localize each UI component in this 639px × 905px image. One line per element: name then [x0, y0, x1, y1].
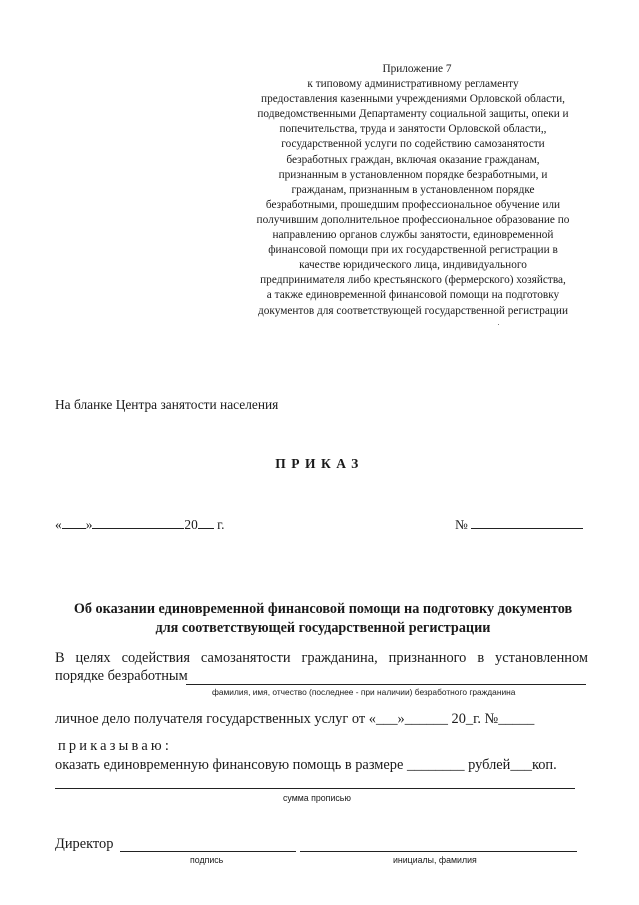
- number-sign: №: [455, 517, 468, 532]
- appendix-line: признанным в установленном порядке безработными, и: [278, 168, 548, 181]
- appendix-line: направлению органов службы занятости, единовременной: [272, 229, 554, 242]
- appendix-line: предоставления казенными учреждениями Орловской области,: [261, 93, 565, 106]
- appendix-head: Приложение 7: [382, 63, 452, 75]
- name-caption: инициалы, фамилия: [393, 855, 477, 865]
- subject-line: для соответствующей государственной регистрации: [155, 620, 491, 636]
- order-word: приказываю:: [58, 738, 173, 754]
- month-blank[interactable]: [92, 515, 184, 529]
- appendix-line: качестве юридического лица, индивидуального: [299, 259, 527, 272]
- appendix-line: документов для соответствующей государственной регистрации: [257, 304, 569, 317]
- appendix-line: безработными, прошедшим профессиональное обучение или: [265, 198, 561, 211]
- appendix-line: безработных граждан, включая оказание гражданам,: [286, 153, 540, 166]
- signature-blank[interactable]: [120, 851, 296, 852]
- appendix-line: гражданам, признанным в установленном порядке: [291, 183, 535, 196]
- appendix-line: получившим дополнительное профессиональное образование по: [256, 213, 570, 226]
- date-close-quote: »: [85, 517, 93, 532]
- letterhead-note: На бланке Центра занятости населения: [55, 397, 279, 412]
- appendix-line: финансовой помощи при их государственной регистрации в: [268, 244, 558, 257]
- appendix-block: [228, 62, 598, 319]
- order-subject: [40, 600, 606, 638]
- signature-caption: подпись: [190, 855, 224, 865]
- appendix-line: подведомственными Департаменту социальной защиты, опеки и: [257, 108, 569, 121]
- year-blank[interactable]: [198, 515, 214, 529]
- appendix-line: государственной услуги по содействию самозанятости: [281, 138, 545, 151]
- day-blank[interactable]: [62, 515, 86, 529]
- appendix-line: к типовому административному регламенту: [307, 78, 519, 91]
- year-suffix: г.: [217, 517, 225, 532]
- appendix-line: попечительства, труда и занятости Орловской области,,: [279, 123, 547, 136]
- subject-line: Об оказании единовременной финансовой помощи на подготовку документов: [73, 601, 573, 617]
- payment-line: оказать единовременную финансовую помощь в размере ________ рублей___коп.: [55, 757, 557, 773]
- appendix-line: а также единовременной финансовой помощи на подготовку: [266, 289, 560, 302]
- case-file-line: личное дело получателя государственных услуг от «___»______ 20_г. №_____: [55, 711, 535, 727]
- year-prefix: 20: [184, 517, 198, 532]
- fio-caption: фамилия, имя, отчество (последнее - при наличии) безработного гражданина: [212, 687, 516, 697]
- purpose-text-cont: порядке безработным: [55, 668, 188, 684]
- amount-in-words-blank[interactable]: [55, 788, 575, 789]
- number-blank[interactable]: [471, 515, 583, 529]
- purpose-text: В целях содействия самозанятости гражданина, признанного в установленном: [55, 650, 588, 666]
- scan-speck: [498, 324, 499, 325]
- appendix-line: предпринимателя либо крестьянского (фермерского) хозяйства,: [260, 274, 566, 287]
- director-label: Директор: [55, 836, 114, 852]
- order-date: [55, 515, 225, 533]
- document-title: ПРИКАЗ: [275, 456, 364, 471]
- director-name-blank[interactable]: [300, 851, 577, 852]
- date-open-quote: «: [55, 517, 62, 532]
- fio-blank[interactable]: [186, 684, 586, 685]
- order-number: [455, 515, 583, 533]
- amount-caption: сумма прописью: [283, 793, 351, 803]
